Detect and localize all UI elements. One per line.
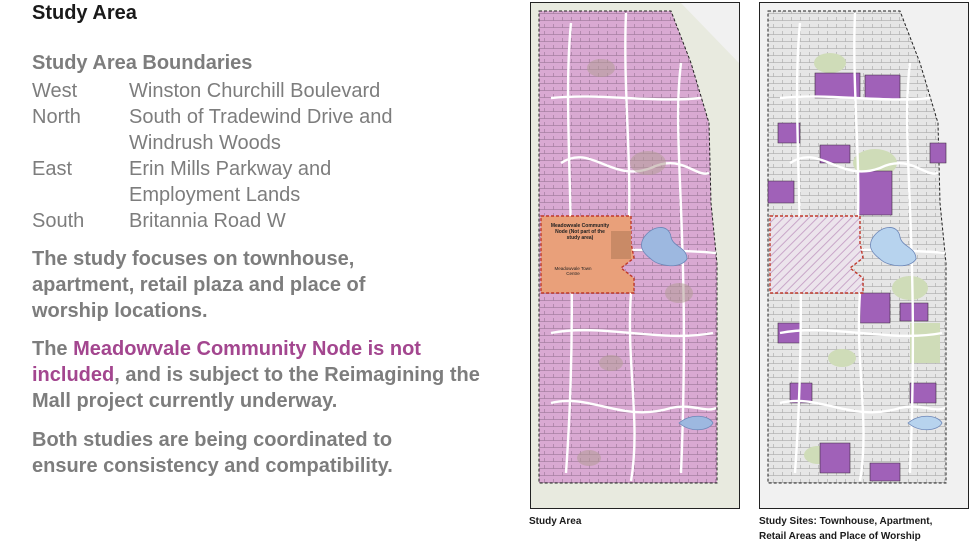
boundary-value: Winston Churchill Boulevard bbox=[129, 80, 381, 102]
boundary-direction: East bbox=[32, 158, 73, 180]
boundaries-heading: Study Area Boundaries bbox=[32, 52, 253, 74]
paragraph-study-focus: The study focuses on townhouse, apartment, retail plaza and place of worship locations. bbox=[32, 248, 366, 322]
paragraph-text: The bbox=[32, 338, 74, 360]
study-area-map bbox=[530, 2, 740, 509]
study-sites-map-graphic bbox=[760, 3, 968, 508]
community-node-building bbox=[611, 231, 631, 259]
boundary-value: Erin Mills Parkway and bbox=[129, 158, 332, 180]
boundary-value: South of Tradewind Drive and bbox=[129, 106, 393, 128]
study-area-map-graphic bbox=[531, 3, 739, 508]
study-area-caption: Study Area bbox=[529, 516, 582, 527]
study-sites-caption-line2: Retail Areas and Place of Worship bbox=[759, 531, 921, 542]
study-sites-caption-line1: Study Sites: Townhouse, Apartment, bbox=[759, 516, 933, 527]
study-sites-map bbox=[759, 2, 969, 509]
boundary-direction: West bbox=[32, 80, 78, 102]
paragraph-coordination: Both studies are being coordinated to ensure consistency and compatibility. bbox=[32, 429, 393, 477]
boundary-direction: North bbox=[32, 106, 81, 128]
town-centre-label: Meadowvale Town Centre bbox=[554, 266, 592, 276]
boundary-direction: South bbox=[32, 210, 85, 232]
boundary-value: Britannia Road W bbox=[129, 210, 286, 232]
paragraph-text: , and is subject to the Reimagining the Mall project currently underway. bbox=[32, 364, 480, 412]
boundary-value: Windrush Woods bbox=[129, 132, 281, 154]
page-title: Study Area bbox=[32, 2, 137, 24]
highlight-text: Meadowvale Community Node is not included bbox=[32, 338, 421, 386]
paragraph-community-node bbox=[32, 336, 502, 414]
excluded-node-area bbox=[770, 216, 863, 293]
boundary-value: Employment Lands bbox=[129, 184, 301, 206]
community-node-label: Meadowvale Community Node (Not part of the study area) bbox=[550, 223, 610, 241]
